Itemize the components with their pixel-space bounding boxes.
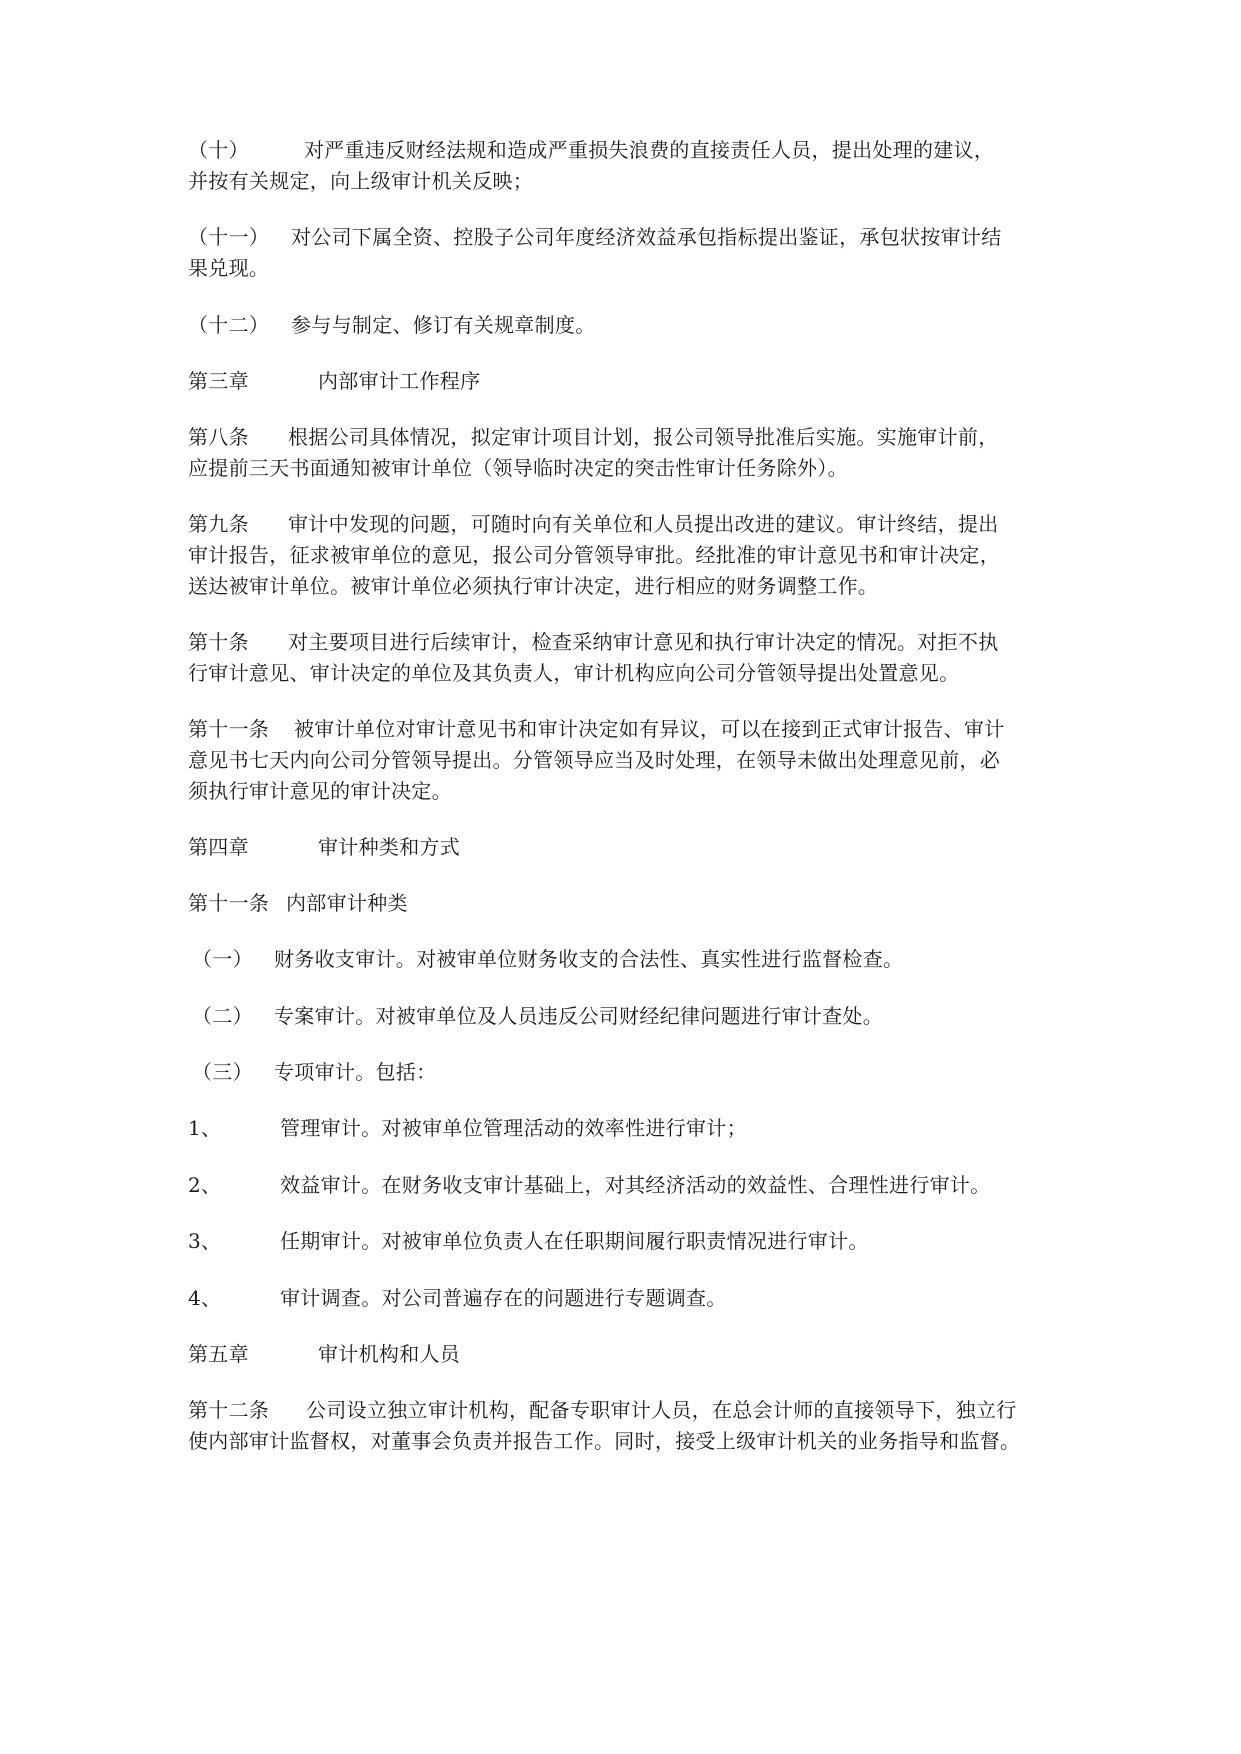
chapter-label: 第四章	[188, 835, 249, 859]
item-text: 审计调查。对公司普遍存在的问题进行专题调查。	[280, 1286, 727, 1310]
chapter-title: 审计机构和人员	[318, 1342, 461, 1366]
clause-11-line-1	[188, 222, 1068, 253]
chapter-label: 第五章	[188, 1342, 249, 1366]
clause-label: （十）	[188, 138, 249, 162]
article-text: 送达被审计单位。被审计单位必须执行审计决定，进行相应的财务调整工作。	[188, 574, 879, 598]
clause-text: 对公司下属全资、控股子公司年度经济效益承包指标提出鉴证，承包状按审计结	[291, 225, 1002, 249]
chapter-4-heading	[188, 832, 1068, 863]
clause-text: 参与与制定、修订有关规章制度。	[291, 313, 596, 337]
audit-type-2	[188, 1001, 1068, 1032]
item-text: 财务收支审计。对被审单位财务收支的合法性、真实性进行监督检查。	[274, 947, 904, 971]
article-text: 使内部审计监督权，对董事会负责并报告工作。同时，接受上级审计机关的业务指导和监督。	[188, 1429, 1021, 1453]
chapter-title: 审计种类和方式	[318, 835, 461, 859]
clause-text: 对严重违反财经法规和造成严重损失浪费的直接责任人员，提出处理的建议，	[304, 138, 995, 162]
item-number: 2、	[188, 1173, 222, 1197]
article-label: 第十一条	[188, 717, 270, 741]
article-text: 公司设立独立审计机构，配备专职审计人员，在总会计师的直接领导下，独立行	[306, 1398, 1017, 1422]
item-label: （一）	[192, 947, 253, 971]
item-text: 专项审计。包括：	[274, 1060, 437, 1084]
special-audit-1	[188, 1113, 1068, 1144]
article-9-line-1	[188, 509, 1068, 540]
item-number: 3、	[188, 1229, 222, 1253]
article-12-line-1	[188, 1395, 1068, 1426]
clause-text: 并按有关规定，向上级审计机关反映；	[188, 169, 534, 193]
clause-12	[188, 310, 1068, 341]
item-number: 4、	[188, 1286, 222, 1310]
article-11b-heading	[188, 888, 1068, 919]
clause-label: （十二）	[188, 313, 270, 337]
special-audit-2	[188, 1170, 1068, 1201]
article-10-line-2	[188, 658, 1068, 689]
chapter-title: 内部审计工作程序	[318, 369, 481, 393]
article-8-line-2	[188, 453, 1068, 484]
article-text: 应提前三天书面通知被审计单位（领导临时决定的突击性审计任务除外）。	[188, 456, 848, 480]
item-number: 1、	[188, 1116, 222, 1140]
article-8-line-1	[188, 422, 1068, 453]
special-audit-4	[188, 1283, 1068, 1314]
article-label: 第九条	[188, 512, 249, 536]
article-text: 审计报告，征求被审单位的意见，报公司分管领导审批。经批准的审计意见书和审计决定，	[188, 543, 1000, 567]
clause-label: （十一）	[188, 225, 270, 249]
item-text: 管理审计。对被审单位管理活动的效率性进行审计；	[280, 1116, 747, 1140]
article-label: 第八条	[188, 425, 249, 449]
article-11-line-1	[188, 714, 1068, 745]
audit-type-3	[188, 1057, 1068, 1088]
article-9-line-2	[188, 540, 1068, 571]
item-text: 效益审计。在财务收支审计基础上，对其经济活动的效益性、合理性进行审计。	[280, 1173, 991, 1197]
article-text: 对主要项目进行后续审计，检查采纳审计意见和执行审计决定的情况。对拒不执	[288, 630, 999, 654]
chapter-5-heading	[188, 1339, 1068, 1370]
article-10-line-1	[188, 627, 1068, 658]
chapter-label: 第三章	[188, 369, 249, 393]
article-text: 行审计意见、审计决定的单位及其负责人，审计机构应向公司分管领导提出处置意见。	[188, 661, 960, 685]
item-label: （三）	[192, 1060, 253, 1084]
clause-11-line-2	[188, 253, 1068, 284]
article-11-line-3	[188, 776, 1068, 807]
article-text: 须执行审计意见的审计决定。	[188, 779, 452, 803]
chapter-3-heading	[188, 366, 1068, 397]
article-11-line-2	[188, 745, 1068, 776]
special-audit-3	[188, 1226, 1068, 1257]
article-text: 根据公司具体情况，拟定审计项目计划，报公司领导批准后实施。实施审计前，	[288, 425, 999, 449]
item-label: （二）	[192, 1004, 253, 1028]
audit-type-1	[188, 944, 1068, 975]
item-text: 专案审计。对被审单位及人员违反公司财经纪律问题进行审计查处。	[274, 1004, 883, 1028]
article-label: 第十一条	[188, 891, 270, 915]
article-9-line-3	[188, 571, 1068, 602]
article-label: 第十二条	[188, 1398, 270, 1422]
article-text: 审计中发现的问题，可随时向有关单位和人员提出改进的建议。审计终结，提出	[288, 512, 999, 536]
item-text: 任期审计。对被审单位负责人在任职期间履行职责情况进行审计。	[280, 1229, 869, 1253]
article-text: 内部审计种类	[286, 891, 408, 915]
article-text: 意见书七天内向公司分管领导提出。分管领导应当及时处理，在领导未做出处理意见前，必	[188, 748, 1000, 772]
article-12-line-2	[188, 1426, 1068, 1457]
clause-10-line-1	[188, 135, 1068, 166]
clause-text: 果兑现。	[188, 256, 270, 280]
article-label: 第十条	[188, 630, 249, 654]
article-text: 被审计单位对审计意见书和审计决定如有异议，可以在接到正式审计报告、审计	[294, 717, 1005, 741]
clause-10-line-2	[188, 166, 1068, 197]
